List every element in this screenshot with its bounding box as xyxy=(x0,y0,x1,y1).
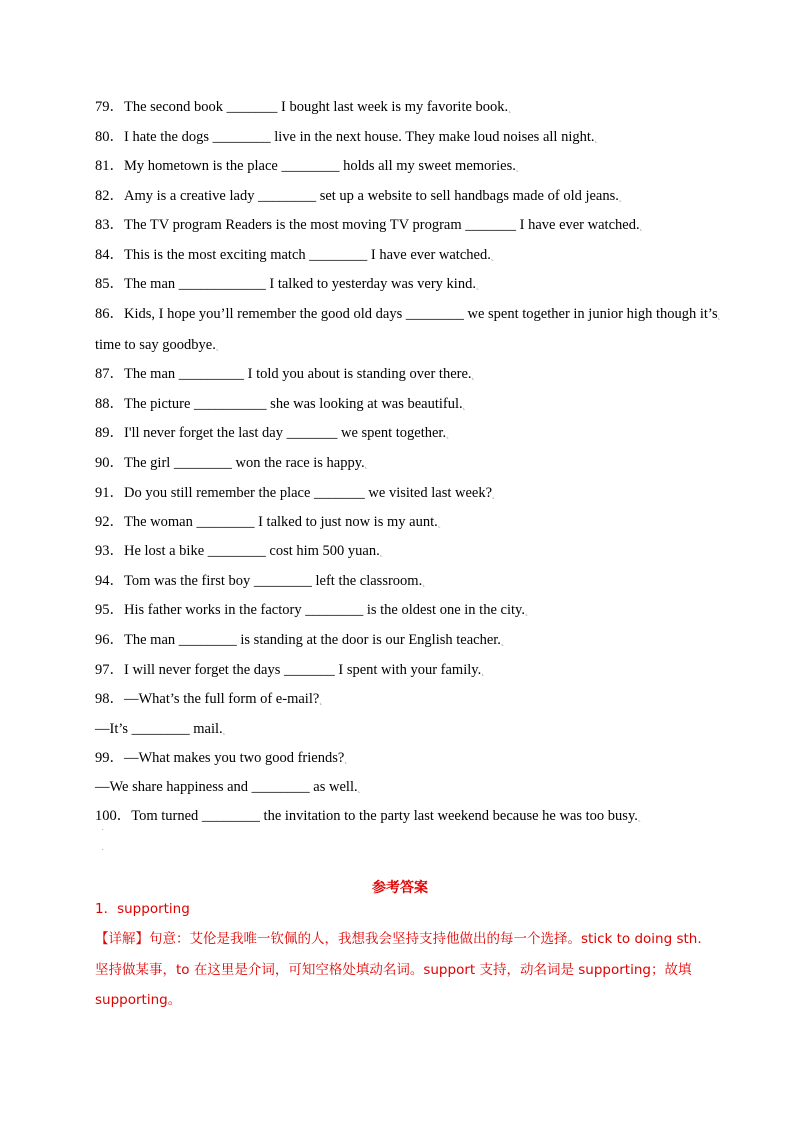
question-line xyxy=(95,128,598,148)
question-line xyxy=(95,601,528,621)
question-line xyxy=(95,631,504,651)
paragraph-mark: ˛ xyxy=(639,221,643,232)
paragraph-mark: ˛ xyxy=(215,341,220,352)
question-text: 82．Amy is a creative lady ________ set up a website to sell handbags made of old jeans. xyxy=(95,188,619,204)
question-text: 81．My hometown is the place ________ holds all my sweet memories. xyxy=(95,158,516,174)
question-line xyxy=(95,513,441,533)
question-line xyxy=(95,395,466,415)
answer-text: 【详解】句意：艾伦是我唯一钦佩的人，我想我会坚持支持他做出的每一个选择。stick to doing sth. xyxy=(95,931,702,947)
question-line xyxy=(95,275,479,295)
question-line xyxy=(95,778,361,798)
question-text: 84．This is the most exciting match ________ I have ever watched. xyxy=(95,247,491,263)
paragraph-mark: ˛ xyxy=(492,489,496,500)
paragraph-mark: ˛ xyxy=(437,518,442,529)
question-text: —It’s ________ mail. xyxy=(95,721,223,737)
question-line xyxy=(95,336,219,356)
paragraph-mark: ˛ xyxy=(319,695,323,706)
paragraph-mark: ˛ xyxy=(475,280,480,291)
paragraph-mark: ˛ xyxy=(481,666,485,677)
question-line xyxy=(95,157,519,177)
question-text: 88．The picture __________ she was looking at was beautiful. xyxy=(95,396,463,412)
answer-line xyxy=(95,930,702,948)
paragraph-mark: ˛ xyxy=(344,754,348,765)
paragraph-mark: ˛ xyxy=(446,429,450,440)
question-text: 99．—What makes you two good friends? xyxy=(95,750,345,766)
question-text: 94．Tom was the first boy ________ left the classroom. xyxy=(95,573,423,589)
paragraph-mark: ˛ xyxy=(364,459,369,470)
question-text: time to say goodbye. xyxy=(95,337,216,353)
question-text: 89．I'll never forget the last day _______ we spent together. xyxy=(95,425,447,441)
paragraph-mark: ˛ xyxy=(637,812,642,823)
question-line xyxy=(95,720,226,740)
question-text: 100．Tom turned ________ the invitation to the party last weekend because he was too busy. xyxy=(95,808,638,824)
question-text: —We share happiness and ________ as well. xyxy=(95,779,358,795)
paragraph-mark: ˛ xyxy=(500,636,505,647)
question-line xyxy=(95,749,348,769)
question-text: 86．Kids, I hope you’ll remember the good old days ________ we spent together in junior high though it’s xyxy=(95,306,718,322)
question-text: 80．I hate the dogs ________ live in the next house. They make loud noises all night. xyxy=(95,129,595,145)
paragraph-mark: ˛ xyxy=(508,103,512,114)
question-text: 93．He lost a bike ________ cost him 500 yuan. xyxy=(95,543,380,559)
answer-text: supporting。 xyxy=(95,992,182,1008)
question-text: 97．I will never forget the days _______ I spent with your family. xyxy=(95,662,482,678)
question-text: 98．—What’s the full form of e-mail? xyxy=(95,691,320,707)
paragraph-mark: ˛ xyxy=(594,133,598,144)
question-line xyxy=(95,187,622,207)
question-line xyxy=(95,661,485,681)
question-line xyxy=(95,484,495,504)
question-text: 95．His father works in the factory ________ is the oldest one in the city. xyxy=(95,602,525,618)
paragraph-mark: ˛ xyxy=(618,192,623,203)
paragraph-mark: ˛ xyxy=(515,162,520,173)
paragraph-mark: ˛ xyxy=(524,606,529,617)
answer-line xyxy=(95,961,691,979)
paragraph-mark: ˛ xyxy=(222,725,227,736)
question-line xyxy=(95,246,494,266)
question-text: 79．The second book _______ I bought last week is my favorite book. xyxy=(95,99,509,115)
paragraph-mark: ˛ xyxy=(490,251,495,262)
question-line xyxy=(95,807,641,827)
question-line xyxy=(95,98,512,118)
paragraph-mark: ˙ xyxy=(101,848,105,859)
question-text: 96．The man ________ is standing at the door is our English teacher. xyxy=(95,632,501,648)
question-text: 91．Do you still remember the place _______ we visited last week? xyxy=(95,485,493,501)
answer-text: 1．supporting xyxy=(95,901,190,917)
question-line xyxy=(95,365,475,385)
question-line xyxy=(95,216,643,236)
answer-key-title: 参考答案 xyxy=(372,880,428,896)
question-text: 90．The girl ________ won the race is happy. xyxy=(95,455,365,471)
answer-line xyxy=(95,991,181,1009)
paragraph-mark: ˙ xyxy=(101,828,105,839)
answer-text: 坚持做某事，to 在这里是介词，可知空格处填动名词。support 支持，动名词是 supporting；故填 xyxy=(95,962,692,978)
question-line xyxy=(95,572,426,592)
question-text: 92．The woman ________ I talked to just now is my aunt. xyxy=(95,514,438,530)
question-text: 87．The man _________ I told you about is standing over there. xyxy=(95,366,472,382)
question-line xyxy=(95,542,383,562)
question-line xyxy=(95,305,721,325)
paragraph-mark: ˛ xyxy=(471,370,475,381)
question-line xyxy=(95,454,368,474)
question-line xyxy=(95,424,449,444)
question-text: 85．The man ____________ I talked to yesterday was very kind. xyxy=(95,276,476,292)
paragraph-mark: ˛ xyxy=(717,310,721,321)
paragraph-mark: ˛ xyxy=(462,400,467,411)
paragraph-mark: ˛ xyxy=(357,783,361,794)
answer-line xyxy=(95,900,190,918)
paragraph-mark: ˛ xyxy=(422,577,426,588)
paragraph-mark: ˛ xyxy=(379,547,384,558)
question-line xyxy=(95,690,323,710)
question-text: 83．The TV program Readers is the most moving TV program _______ I have ever watched. xyxy=(95,217,640,233)
